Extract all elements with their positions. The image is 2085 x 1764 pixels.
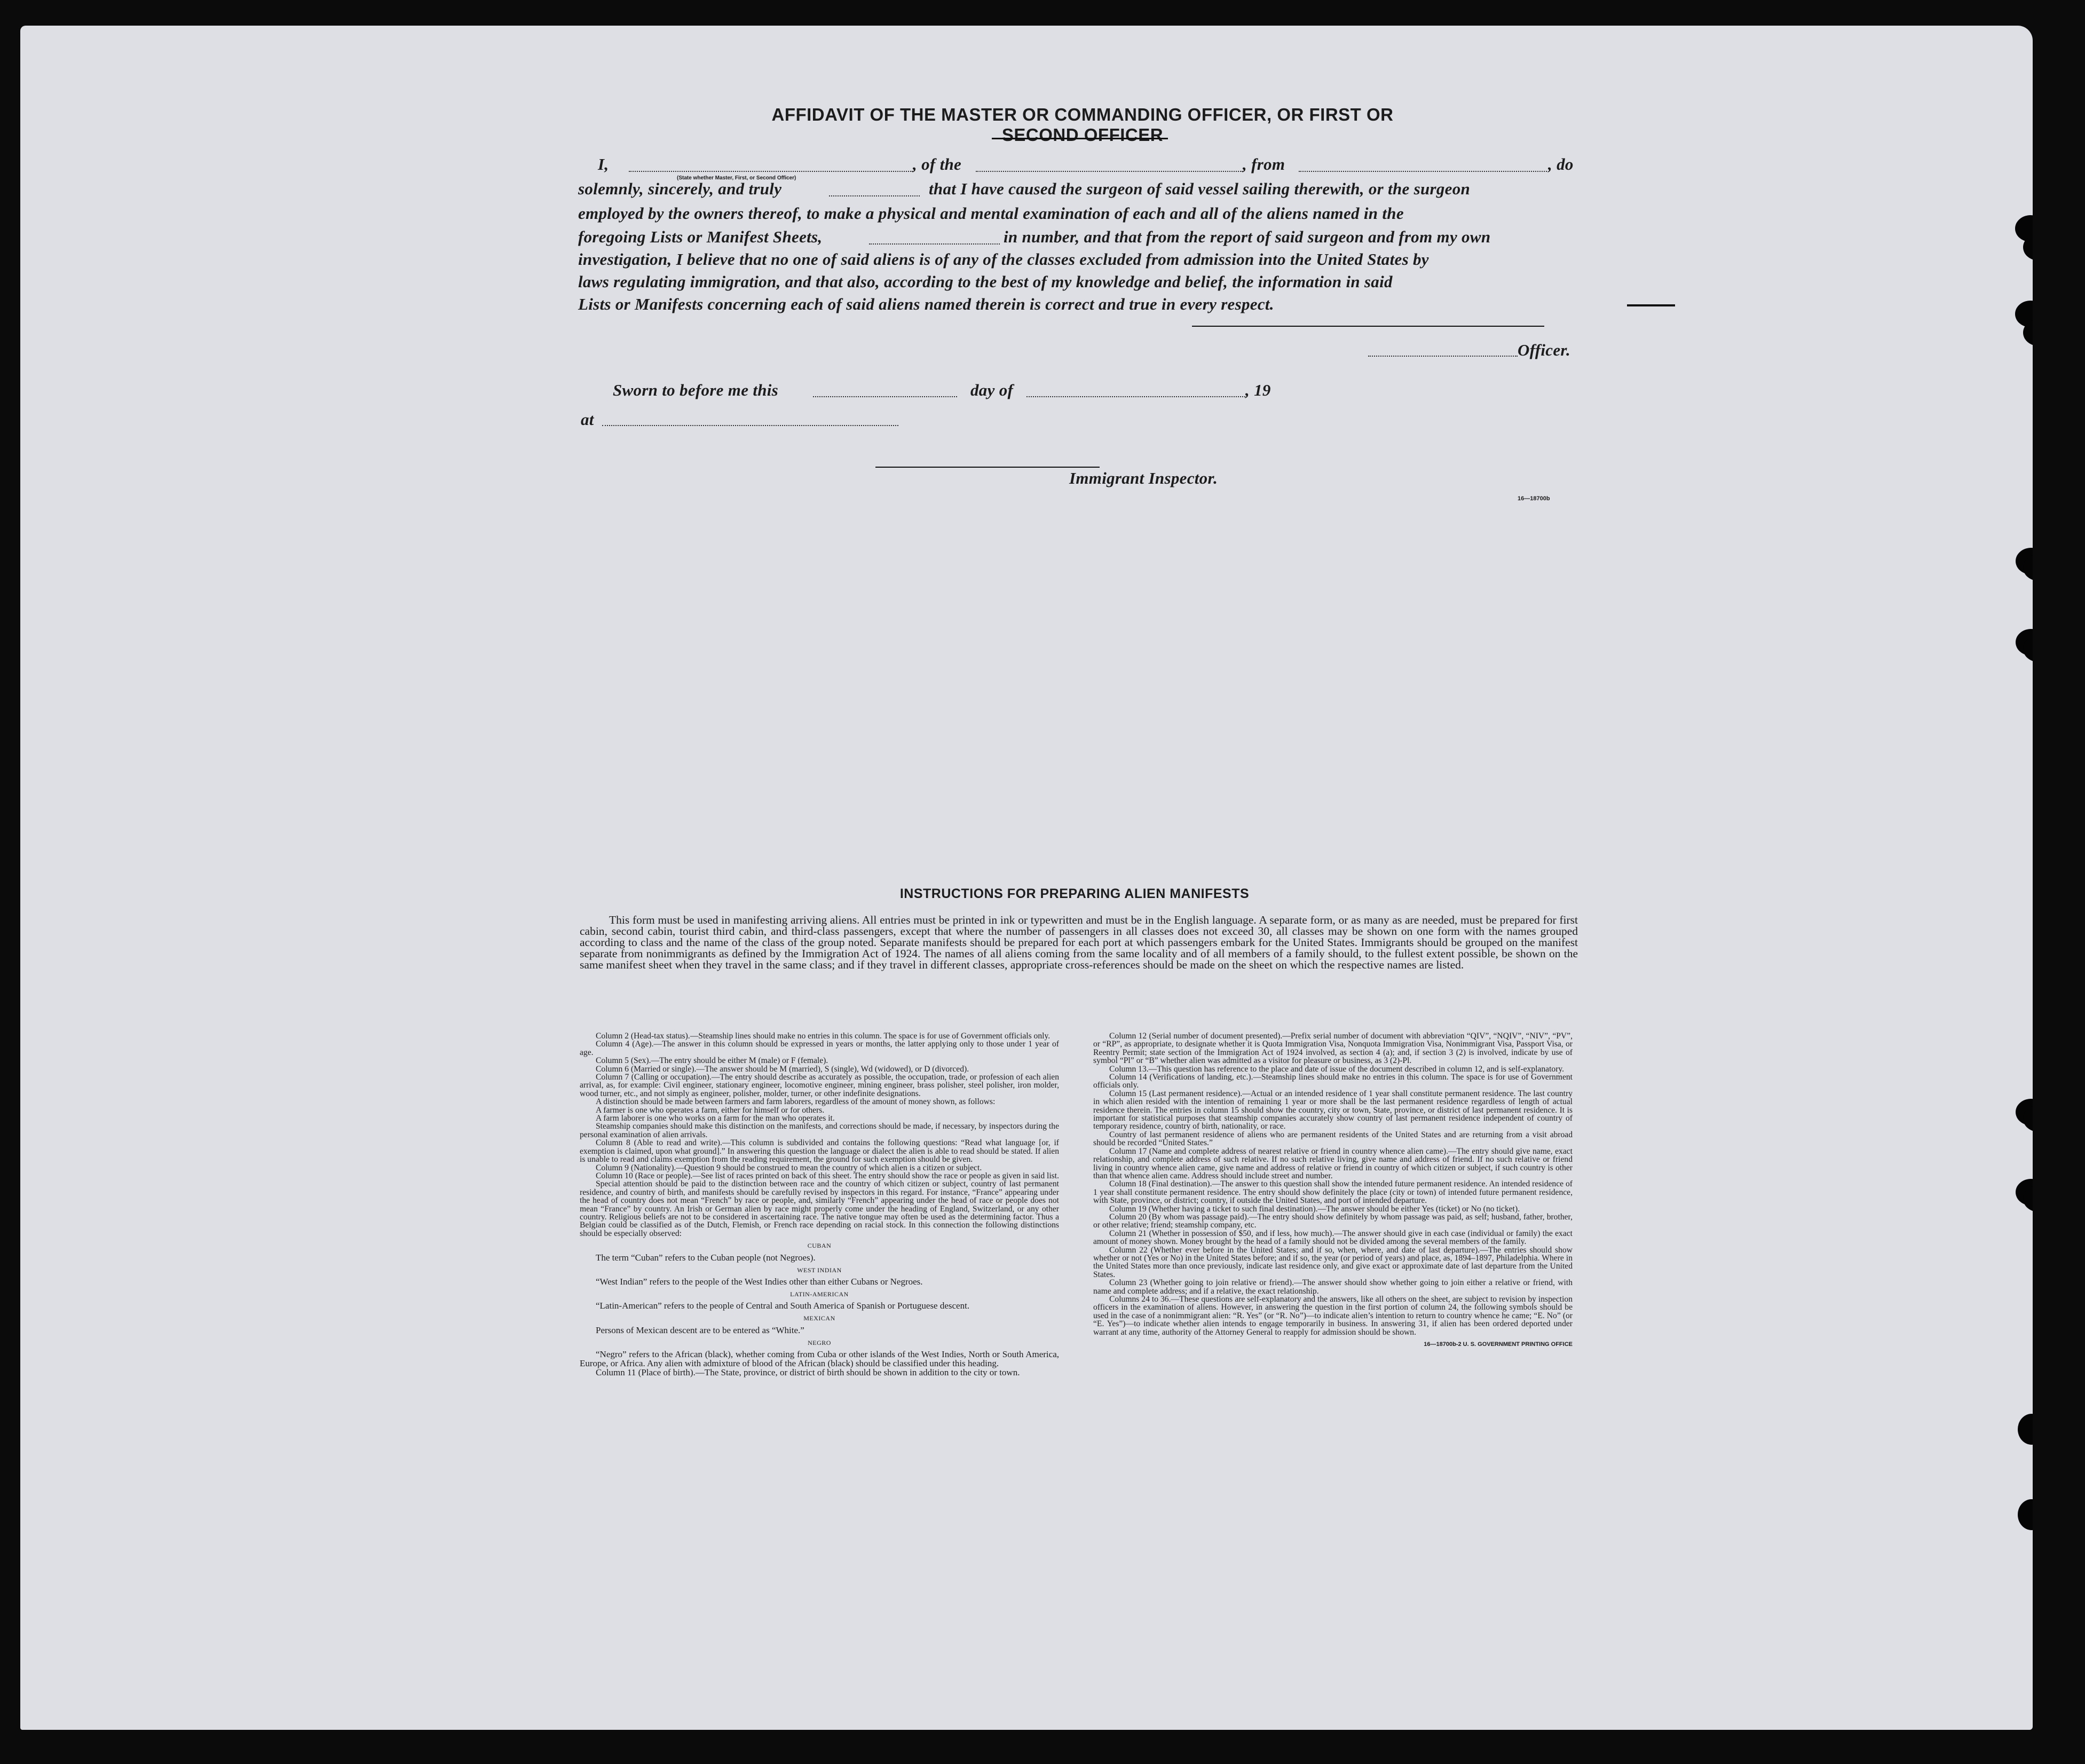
- affidavit-text: that I have caused the surgeon of said vessel sailing therewith, or the surgeon: [929, 179, 1471, 198]
- instructions-intro: This form must be used in manifesting arriving aliens. All entries must be printed in ink or typewritten and must be in the English language. A separate form, or as many as are needed, must be prepared for first cabin, second cabin, tourist third cabin, and third-class passengers, except that where the number of passengers in all classes does not exceed 30, all classes may be shown on one form with the names grouped according to class and the name of the class of the group noted. Separate manifests should be prepared for each port at which passengers embark for the United States. Immigrants should be grouped on the manifest separate from nonimmigrants as defined by the Immigration Act of 1924. The names of all aliens coming from the same locality and of all members of a family should, to the fullest extent possible, be shown on the same manifest sheet when they travel in the same class; and if they travel in different classes, appropriate cross-references should be made on the sheet on which the respective names are listed.: [580, 914, 1578, 971]
- affidavit-word: , from: [1243, 155, 1285, 174]
- affidavit-text: laws regulating immigration, and that also, according to the best of my knowledge and belief, the information in said: [578, 272, 1393, 291]
- place-blank: [602, 425, 898, 426]
- race-definition: “West Indian” refers to the people of the West Indies other than either Cubans or Negroes.: [596, 1276, 923, 1287]
- instruction-paragraph: Column 15 (Last permanent residence).—Actual or an intended residence of 1 year shall constitute permanent residence. The last country in which alien resided with the intention of remaining 1 year or more shall be the last permanent residence regardless of length of actual residence therein. The entries in column 15 should show the country, city or town, State, province, or district of last permanent residence. It is important for statistical purposes that steamship companies accurately show country of last permanent residence independent of country of temporary residence, country of birth, nationality, or race.: [1093, 1089, 1573, 1131]
- instruction-paragraph: Column 23 (Whether going to join relative or friend).—The answer should show whether going to join either a relative or friend, with name and complete address; and if a relative, the exact relationship.: [1093, 1278, 1573, 1296]
- race-heading: CUBAN: [807, 1242, 832, 1250]
- instruction-paragraph: Columns 24 to 36.—These questions are self-explanatory and the answers, like all others on the sheet, are subject to revision by inspection officers in the examination of aliens. However, in answering the question in the first portion of column 24, the following symbols should be used in the case of a nonimmigrant alien: “R. Yes” (or “R. No”)—to indicate alien’s intention to return to country whence he came; “E. No” (or “E. Yes”)—to indicate whether alien intends to engage temporarily in business. In answering 31, if alien has been ordered deported under warrant at any time, authority of the Attorney General to reapply for admission should be shown.: [1093, 1295, 1573, 1337]
- affidavit-text: Sworn to before me this: [613, 381, 779, 399]
- instruction-paragraph: Column 18 (Final destination).—The answer to this question shall show the intended future permanent residence. An intended residence of 1 year shall constitute permanent residence. The entry should show definitely the place (city or town) of intended future permanent residence, with State, province, or district; country, if outside the United States, and port of intended departure.: [1093, 1179, 1573, 1206]
- affidavit-text: employed by the owners thereof, to make a physical and mental examination of each and all of the aliens named in the: [578, 204, 1404, 223]
- instruction-paragraph: Column 11 (Place of birth).—The State, province, or district of birth should be shown in addition to the city or town.: [596, 1367, 1020, 1378]
- affidavit-title: AFFIDAVIT OF THE MASTER OR COMMANDING OFFICER, OR FIRST OR SECOND OFFICER: [771, 105, 1394, 145]
- instruction-paragraph: Special attention should be paid to the distinction between race and the country of which citizen or subject, country of last permanent residence, and country of birth, and manifests should be carefully revised by inspectors in this regard. For instance, “France” appearing under the head of country does not mean “French” by race or people, and, similarly “French” appearing under the head of race or people does not mean “France” by country. An Irish or German alien by race might properly come under the heading of England, Switzerland, or any other country. Religious beliefs are not to be considered in ascertaining race. The native tongue may often be used as the determining factor. Thus a Belgian could be classified as of the Dutch, Flemish, or French race depending on racial stock. In this connection the following distinctions should be especially observed:: [580, 1179, 1059, 1238]
- affidavit-text: in number, and that from the report of said surgeon and from my own: [1004, 227, 1491, 246]
- race-definition: “Negro” refers to the African (black), whether coming from Cuba or other islands of the West Indies, North or South America, Europe, or Africa. Any alien with admixture of blood of the African (black) should be classified under this heading.: [580, 1349, 1059, 1369]
- affidavit-text: at: [581, 410, 594, 429]
- instruction-paragraph: A farm laborer is one who works on a farm for the man who operates it.: [596, 1114, 835, 1123]
- inspector-label: Immigrant Inspector.: [1069, 469, 1218, 487]
- month-blank: [1026, 396, 1245, 397]
- port-blank: [1299, 171, 1547, 172]
- race-heading: MEXICAN: [803, 1314, 835, 1322]
- officer-signature-blank: [1368, 356, 1518, 357]
- instruction-paragraph: Column 9 (Nationality).—Question 9 should be construed to mean the country of which alien is a citizen or subject.: [596, 1163, 982, 1172]
- punch-hole: [2018, 1499, 2033, 1530]
- instruction-paragraph: Column 17 (Name and complete address of nearest relative or friend in country whence alien came).—The entry should give name, exact relationship, and complete address of such relative. If no such relative living, give name and address of friend. If no such relative or friend living in country whence alien came, give name and address of relative or friend in country of which citizen or subject, if such country is other than that whence alien came. Address should include street and number.: [1093, 1146, 1573, 1180]
- instruction-paragraph: Column 6 (Married or single).—The answer should be M (married), S (single), Wd (widowed), or D (divorced).: [596, 1064, 969, 1074]
- instruction-paragraph: Column 7 (Calling or occupation).—The entry should describe as accurately as possible, the occupation, trade, or profession of each alien arrival, as, for example: Civil engineer, stationary engineer, locomotive engineer, mining engineer, brass polisher, steel polisher, iron molder, wood turner, etc., and not simply as engineer, polisher, molder, turner, or other indefinite designations.: [580, 1073, 1059, 1098]
- affidavit-text: , 19: [1245, 381, 1271, 399]
- instruction-paragraph: Column 5 (Sex).—The entry should be either M (male) or F (female).: [596, 1056, 828, 1066]
- instruction-paragraph: Column 10 (Race or people).—See list of races printed on back of this sheet. The entry should show the race or people as given in said list.: [596, 1171, 1059, 1180]
- instruction-paragraph: Column 4 (Age).—The answer in this column should be expressed in years or months, the latter applying only to those under 1 year of age.: [580, 1040, 1059, 1057]
- instruction-paragraph: Column 13.—This question has reference to the place and date of issue of the document described in column 12, and is self-explanatory.: [1109, 1064, 1565, 1074]
- instruction-paragraph: Column 12 (Serial number of document presented).—Prefix serial number of document with abbreviation “QIV”, “NQIV”, “NIV”, “PV”, or “RP”, as appropriate, to designate whether it is Quota Immigration Visa, Nonquota Immigration Visa, Nonimmigrant Visa, Passport Visa, or Reentry Permit; state section of the Immigration Act of 1924 involved, as section 4 (a); and, if section 3 (2) is involved, indicate by use of symbol “Pl” or “B” whether alien was admitted as a visitor for pleasure or business, as 3 (2)-Pl.: [1093, 1031, 1573, 1066]
- stray-mark: [1627, 304, 1675, 306]
- affidavit-word: solemnly, sincerely, and truly: [578, 179, 782, 198]
- printing-office-footer: 16—18700b-2 U. S. GOVERNMENT PRINTING OFFICE: [1424, 1341, 1573, 1348]
- affidavit-word: , do: [1548, 155, 1574, 174]
- race-heading: WEST INDIAN: [797, 1266, 842, 1274]
- instructions-title: INSTRUCTIONS FOR PREPARING ALIEN MANIFESTS: [899, 886, 1250, 901]
- instruction-paragraph: A distinction should be made between farmers and farm laborers, regardless of the amount of money shown, as follows:: [596, 1097, 996, 1107]
- manifest-sheet: [20, 26, 2033, 1730]
- race-definition: “Latin-American” refers to the people of Central and South America of Spanish or Portuguese descent.: [596, 1301, 970, 1311]
- signature-line: [1192, 326, 1544, 327]
- inspector-signature-line: [875, 467, 1100, 468]
- affidavit-text: investigation, I believe that no one of said aliens is of any of the classes excluded from admission into the United States by: [578, 250, 1429, 269]
- race-definition: The term “Cuban” refers to the Cuban people (not Negroes).: [596, 1252, 816, 1263]
- officer-label: Officer.: [1518, 341, 1571, 359]
- affidavit-word: , of the: [913, 155, 962, 174]
- instruction-paragraph: Column 22 (Whether ever before in the United States; and if so, when, where, and date of last departure).—The entries should show whether or not (Yes or No) in the United States before; and if so, the year (or period of years) and place, as, 1894–1897, Philadelphia. Where in the United States more than once previously, indicate last residence only, and give exact or approximate date of last departure from the United States.: [1093, 1245, 1573, 1279]
- instructions-right-column: [1093, 1032, 1573, 1349]
- affidavit-text: Lists or Manifests concerning each of said aliens named therein is correct and true in every respect.: [578, 295, 1274, 313]
- instruction-paragraph: Column 21 (Whether in possession of $50, and if less, how much).—The answer should give in each case (individual or family) the exact amount of money shown. Money brought by the head of a family should not be divided among the several members of the family.: [1093, 1228, 1573, 1247]
- punch-hole: [2018, 1414, 2033, 1445]
- oath-blank: [829, 195, 920, 196]
- instructions-left-column: [580, 1032, 1059, 1377]
- affidavit-word: I,: [598, 155, 609, 174]
- race-definition: Persons of Mexican descent are to be entered as “White.”: [596, 1325, 804, 1335]
- instruction-paragraph: Column 20 (By whom was passage paid).—The entry should show definitely by whom passage was paid, as self; husband, father, brother, or other relative; friend; steamship company, etc.: [1093, 1212, 1573, 1230]
- race-heading: LATIN-AMERICAN: [790, 1290, 849, 1298]
- title-underline: [992, 138, 1168, 139]
- instruction-paragraph: Column 8 (Able to read and write).—This column is subdivided and contains the following questions: “Read what language [or, if exemption is claimed, upon what ground].” In answering this question the language or dialect the alien is able to read should be stated. If alien is unable to read and claims exemption from the reading requirement, the ground for such exemption should be given.: [580, 1138, 1059, 1164]
- affidavit-text: foregoing Lists or Manifest Sheets,: [578, 227, 823, 246]
- officer-rank-blank: [629, 171, 913, 172]
- form-code: 16—18700b: [1518, 495, 1550, 502]
- instruction-paragraph: Country of last permanent residence of aliens who are permanent residents of the United States and are returning from a visit abroad should be recorded “United States.”: [1093, 1130, 1573, 1148]
- instruction-paragraph: Column 19 (Whether having a ticket to such final destination).—The answer should be either Yes (ticket) or No (no ticket).: [1109, 1204, 1520, 1214]
- instruction-paragraph: Column 2 (Head-tax status).—Steamship lines should make no entries in this column. The space is for use of Government officials only.: [596, 1031, 1051, 1041]
- rank-note: (State whether Master, First, or Second Officer): [677, 175, 796, 181]
- instruction-paragraph: A farmer is one who operates a farm, either for himself or for others.: [596, 1105, 825, 1115]
- number-blank: [869, 243, 1000, 245]
- race-heading: NEGRO: [808, 1338, 831, 1346]
- instruction-paragraph: Column 14 (Verifications of landing, etc.).—Steamship lines should make no entries in this column. The space is for use of Government officials only.: [1093, 1073, 1573, 1090]
- instruction-paragraph: Steamship companies should make this distinction on the manifests, and corrections should be made, if necessary, by inspectors during the personal examination of alien arrivals.: [580, 1122, 1059, 1139]
- affidavit-text: day of: [970, 381, 1014, 399]
- vessel-blank: [976, 171, 1243, 172]
- day-blank: [813, 396, 957, 397]
